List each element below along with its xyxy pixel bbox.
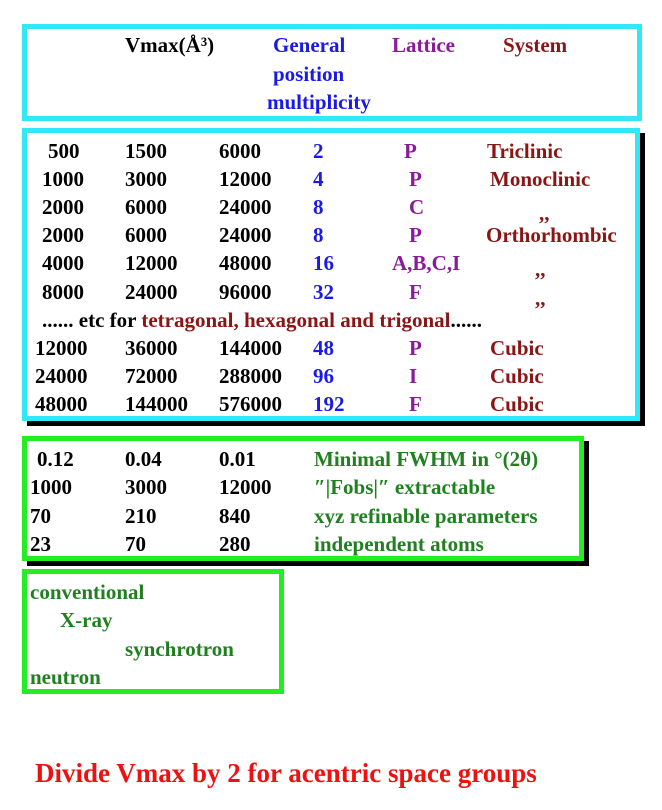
multiplicity-cell: 2 <box>313 139 324 163</box>
multiplicity-cell: 8 <box>313 195 324 219</box>
multiplicity-cell: 192 <box>313 392 345 416</box>
neutron-value: 0.01 <box>219 447 256 471</box>
lattice-cell: F <box>409 280 422 304</box>
vmax-high-cell: 12000 <box>219 167 272 191</box>
system-cell: ,, <box>535 286 546 310</box>
system-cell: Triclinic <box>487 139 563 163</box>
lattice-header: Lattice <box>392 33 455 57</box>
multiplicity-cell: 32 <box>313 280 334 304</box>
general-header-line3: multiplicity <box>267 90 371 114</box>
xray-value: 3000 <box>125 475 167 499</box>
etc-line <box>42 308 482 332</box>
source-conventional: conventional <box>30 580 145 604</box>
xray-value: 0.04 <box>125 447 162 471</box>
system-cell: Monoclinic <box>490 167 591 191</box>
vmax-low-cell: 48000 <box>35 392 88 416</box>
lattice-cell: C <box>409 195 425 219</box>
synchrotron-value: 0.12 <box>37 447 74 471</box>
xray-value: 210 <box>125 504 157 528</box>
vmax-header: Vmax(Å³) <box>125 33 215 57</box>
vmax-mid-cell: 24000 <box>125 280 178 304</box>
lattice-cell: A,B,C,I <box>392 251 461 275</box>
vmax-low-cell: 24000 <box>35 364 88 388</box>
resolution-label: xyz refinable parameters <box>314 504 538 528</box>
vmax-high-cell: 576000 <box>219 392 282 416</box>
xray-value: 70 <box>125 532 146 556</box>
system-cell: Orthorhombic <box>486 223 617 247</box>
lattice-cell: P <box>409 336 422 360</box>
vmax-high-cell: 288000 <box>219 364 282 388</box>
system-cell: Cubic <box>490 392 544 416</box>
resolution-label: ″|Fobs|″ extractable <box>314 475 496 499</box>
neutron-value: 280 <box>219 532 251 556</box>
vmax-mid-cell: 6000 <box>125 195 167 219</box>
source-synchrotron: synchrotron <box>125 637 234 661</box>
source-xray: X-ray <box>60 608 113 632</box>
vmax-high-cell: 6000 <box>219 139 261 163</box>
synchrotron-value: 1000 <box>30 475 72 499</box>
vmax-high-cell: 24000 <box>219 195 272 219</box>
resolution-label: independent atoms <box>314 532 484 556</box>
footer-note: Divide Vmax by 2 for acentric space groups <box>35 758 537 788</box>
vmax-low-cell: 4000 <box>42 251 84 275</box>
lattice-cell: P <box>404 139 417 163</box>
resolution-label: Minimal FWHM in °(2θ) <box>314 447 539 471</box>
vmax-high-cell: 48000 <box>219 251 272 275</box>
neutron-value: 12000 <box>219 475 272 499</box>
vmax-low-cell: 1000 <box>42 167 84 191</box>
general-header-line2: position <box>273 62 345 86</box>
multiplicity-cell: 16 <box>313 251 334 275</box>
general-header-line1: General <box>273 33 346 57</box>
vmax-low-cell: 2000 <box>42 195 84 219</box>
neutron-value: 840 <box>219 504 251 528</box>
lattice-cell: P <box>409 223 422 247</box>
vmax-mid-cell: 1500 <box>125 139 167 163</box>
synchrotron-value: 23 <box>30 532 51 556</box>
multiplicity-cell: 8 <box>313 223 324 247</box>
multiplicity-cell: 96 <box>313 364 334 388</box>
vmax-high-cell: 96000 <box>219 280 272 304</box>
vmax-mid-cell: 6000 <box>125 223 167 247</box>
vmax-low-cell: 500 <box>48 139 80 163</box>
etc-suffix: ...... <box>450 308 483 332</box>
system-cell: ,, <box>535 257 546 281</box>
vmax-low-cell: 8000 <box>42 280 84 304</box>
multiplicity-cell: 4 <box>313 167 324 191</box>
etc-systems: tetragonal, hexagonal and trigonal <box>141 308 451 332</box>
lattice-cell: P <box>409 167 422 191</box>
vmax-mid-cell: 36000 <box>125 336 178 360</box>
vmax-high-cell: 24000 <box>219 223 272 247</box>
synchrotron-value: 70 <box>30 504 51 528</box>
lattice-cell: F <box>409 392 422 416</box>
system-cell: Cubic <box>490 336 544 360</box>
vmax-mid-cell: 12000 <box>125 251 178 275</box>
vmax-mid-cell: 144000 <box>125 392 188 416</box>
vmax-mid-cell: 3000 <box>125 167 167 191</box>
vmax-low-cell: 12000 <box>35 336 88 360</box>
source-neutron: neutron <box>30 665 101 689</box>
etc-prefix: ...... etc for <box>42 308 142 332</box>
vmax-mid-cell: 72000 <box>125 364 178 388</box>
vmax-high-cell: 144000 <box>219 336 282 360</box>
system-cell: Cubic <box>490 364 544 388</box>
vmax-low-cell: 2000 <box>42 223 84 247</box>
system-header: System <box>503 33 568 57</box>
lattice-cell: I <box>409 364 418 388</box>
multiplicity-cell: 48 <box>313 336 334 360</box>
system-cell: ,, <box>539 201 550 225</box>
